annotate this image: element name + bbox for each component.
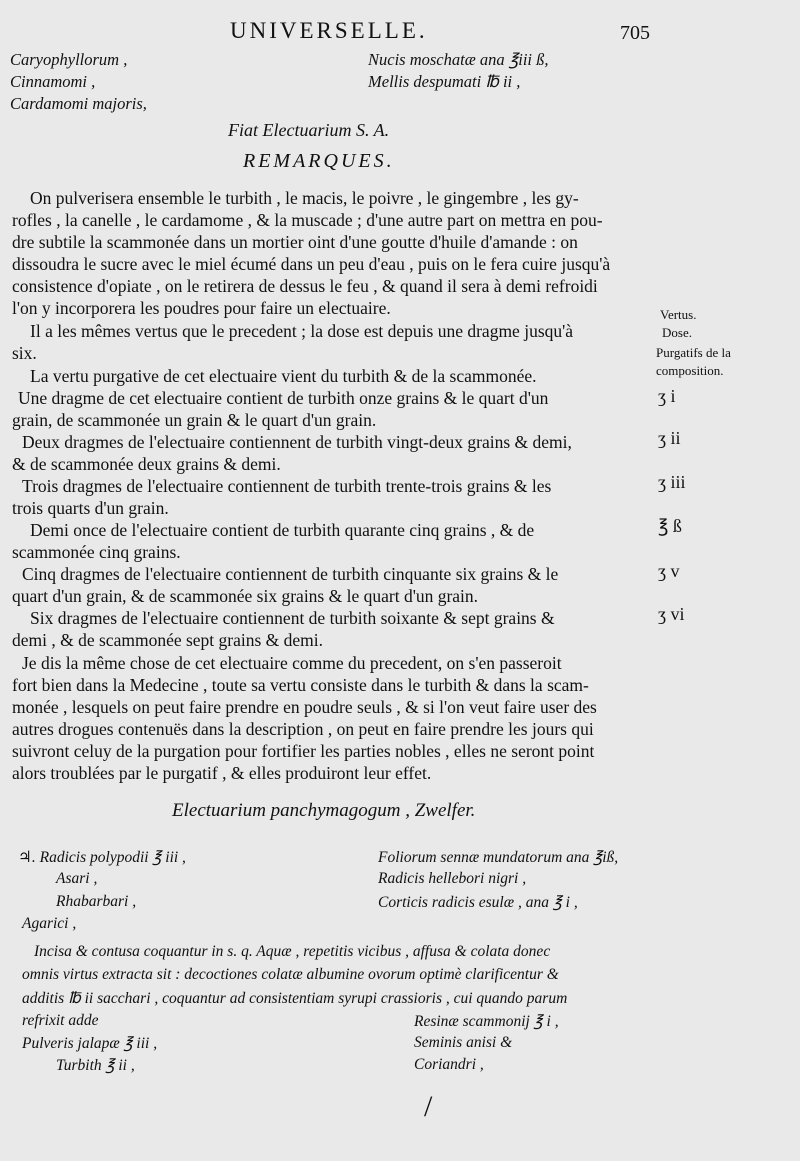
- ingredient-line: Cinnamomi ,: [10, 72, 96, 91]
- ingredient-line: Corticis radicis esulæ , ana ℥ i ,: [378, 894, 578, 911]
- text-line: La vertu purgative de cet electuaire vient du turbith & de la scammonée.: [30, 366, 537, 386]
- recipe-line: omnis virtus extracta sit : decoctiones colatæ albumine ovorum optimè clarificentur &: [22, 966, 559, 983]
- ingredient-line: Caryophyllorum ,: [10, 50, 128, 69]
- text-line: consistence d'opiate , on le retirera de dessus le feu , & quand il sera à demi refroidi: [12, 276, 598, 296]
- text-line: trois quarts d'un grain.: [12, 498, 169, 518]
- ingredient-line: Radicis hellebori nigri ,: [378, 870, 527, 887]
- text-line: l'on y incorporera les poudres pour faire un electuaire.: [12, 298, 391, 318]
- text-line: Demi once de l'electuaire contient de turbith quarante cinq grains , & de: [30, 520, 535, 540]
- text-line: dissoudra le sucre avec le miel écumé dans un peu d'eau , puis on le fera cuire jusqu'à: [12, 254, 611, 274]
- dose-marker: ʒ vi: [658, 604, 685, 624]
- margin-note: Purgatifs de la: [656, 345, 731, 360]
- ingredient-line: Rhabarbari ,: [56, 893, 137, 910]
- text-line: suivront celuy de la purgation pour fortifier les parties nobles , elles ne seront point: [12, 741, 595, 761]
- text-line: Il a les mêmes vertus que le precedent ; la dose est depuis une dragme jusqu'à: [30, 321, 574, 341]
- text-line: scammonée cinq grains.: [12, 542, 181, 562]
- fiat-line: Fiat Electuarium S. A.: [228, 120, 390, 140]
- catchword: /: [424, 1090, 433, 1123]
- dose-marker: ʒ ii: [658, 428, 681, 448]
- text-line: quart d'un grain, & de scammonée six grains & le quart d'un grain.: [12, 586, 479, 606]
- ingredient-line: Cardamomi majoris,: [10, 94, 147, 113]
- text-line: Deux dragmes de l'electuaire contiennent de turbith vingt-deux grains & demi,: [22, 432, 572, 452]
- margin-note: Dose.: [662, 325, 692, 340]
- dose-marker: ʒ v: [658, 561, 680, 581]
- recipe-title: Electuarium panchymagogum , Zwelfer.: [172, 800, 476, 821]
- ingredient-line: Asari ,: [56, 870, 98, 887]
- text-line: Six dragmes de l'electuaire contiennent de turbith soixante & sept grains &: [30, 608, 555, 628]
- text-line: autres drogues contenuës dans la description , on peut en faire prendre les jours qui: [12, 719, 594, 739]
- ingredient-line: Nucis moschatæ ana ℥iii ß,: [368, 50, 549, 69]
- text-line: demi , & de scammonée sept grains & demi.: [12, 630, 324, 650]
- text-line: dre subtile la scammonée dans un mortier oint d'une goutte d'huile d'amande : on: [12, 232, 578, 252]
- text-line: & de scammonée deux grains & demi.: [12, 454, 281, 474]
- dose-marker: ʒ iii: [658, 472, 686, 492]
- dose-marker: ʒ i: [658, 386, 676, 406]
- margin-note: Vertus.: [660, 307, 697, 322]
- text-line: six.: [12, 343, 37, 363]
- text-line: Trois dragmes de l'electuaire contiennent de turbith trente-trois grains & les: [22, 476, 552, 496]
- text-line: grain, de scammonée un grain & le quart d'un grain.: [12, 410, 377, 430]
- text-line: alors troublées par le purgatif , & elles produiront leur effet.: [12, 763, 432, 783]
- ingredient-line: Pulveris jalapæ ℥ iii ,: [22, 1035, 158, 1052]
- page-number: 705: [620, 22, 650, 44]
- recipe-line: Incisa & contusa coquantur in s. q. Aquæ , repetitis vicibus , affusa & colata donec: [34, 943, 551, 960]
- text-line: rofles , la canelle , le cardamome , & la muscade ; d'une autre part on mettra en pou-: [12, 210, 603, 230]
- text-line: Cinq dragmes de l'electuaire contiennent de turbith cinquante six grains & le: [22, 564, 559, 584]
- margin-note: composition.: [656, 363, 724, 378]
- ingredient-line: Seminis anisi &: [414, 1034, 513, 1051]
- ingredient-line: Agarici ,: [22, 915, 77, 932]
- dose-marker: ℥ ß: [658, 516, 682, 536]
- recipe-line: additis ℔ ii sacchari , coquantur ad consistentiam syrupi crassioris , cui quando parum: [22, 990, 568, 1007]
- ingredient-line: Foliorum sennæ mundatorum ana ℥iß,: [378, 849, 619, 866]
- text-line: On pulverisera ensemble le turbith , le macis, le poivre , le gingembre , les gy-: [30, 188, 579, 208]
- remarques-heading: REMARQUES.: [243, 150, 395, 172]
- ingredient-line: Coriandri ,: [414, 1056, 484, 1073]
- ingredient-line: ♃. Radicis polypodii ℥ iii ,: [18, 849, 186, 866]
- text-line: Je dis la même chose de cet electuaire comme du precedent, on s'en passeroit: [22, 653, 562, 673]
- running-header: UNIVERSELLE.: [230, 18, 428, 43]
- text-line: Une dragme de cet electuaire contient de turbith onze grains & le quart d'un: [18, 388, 549, 408]
- ingredient-line: Mellis despumati ℔ ii ,: [368, 72, 521, 91]
- ingredient-line: Turbith ℥ ii ,: [56, 1057, 135, 1074]
- text-line: monée , lesquels on peut faire prendre en poudre seuls , & si l'on veut faire user des: [12, 697, 597, 717]
- recipe-line: refrixit adde: [22, 1012, 99, 1029]
- text-line: fort bien dans la Medecine , toute sa vertu consiste dans le turbith & dans la scam-: [12, 675, 589, 695]
- ingredient-line: Resinæ scammonij ℥ i ,: [414, 1013, 559, 1030]
